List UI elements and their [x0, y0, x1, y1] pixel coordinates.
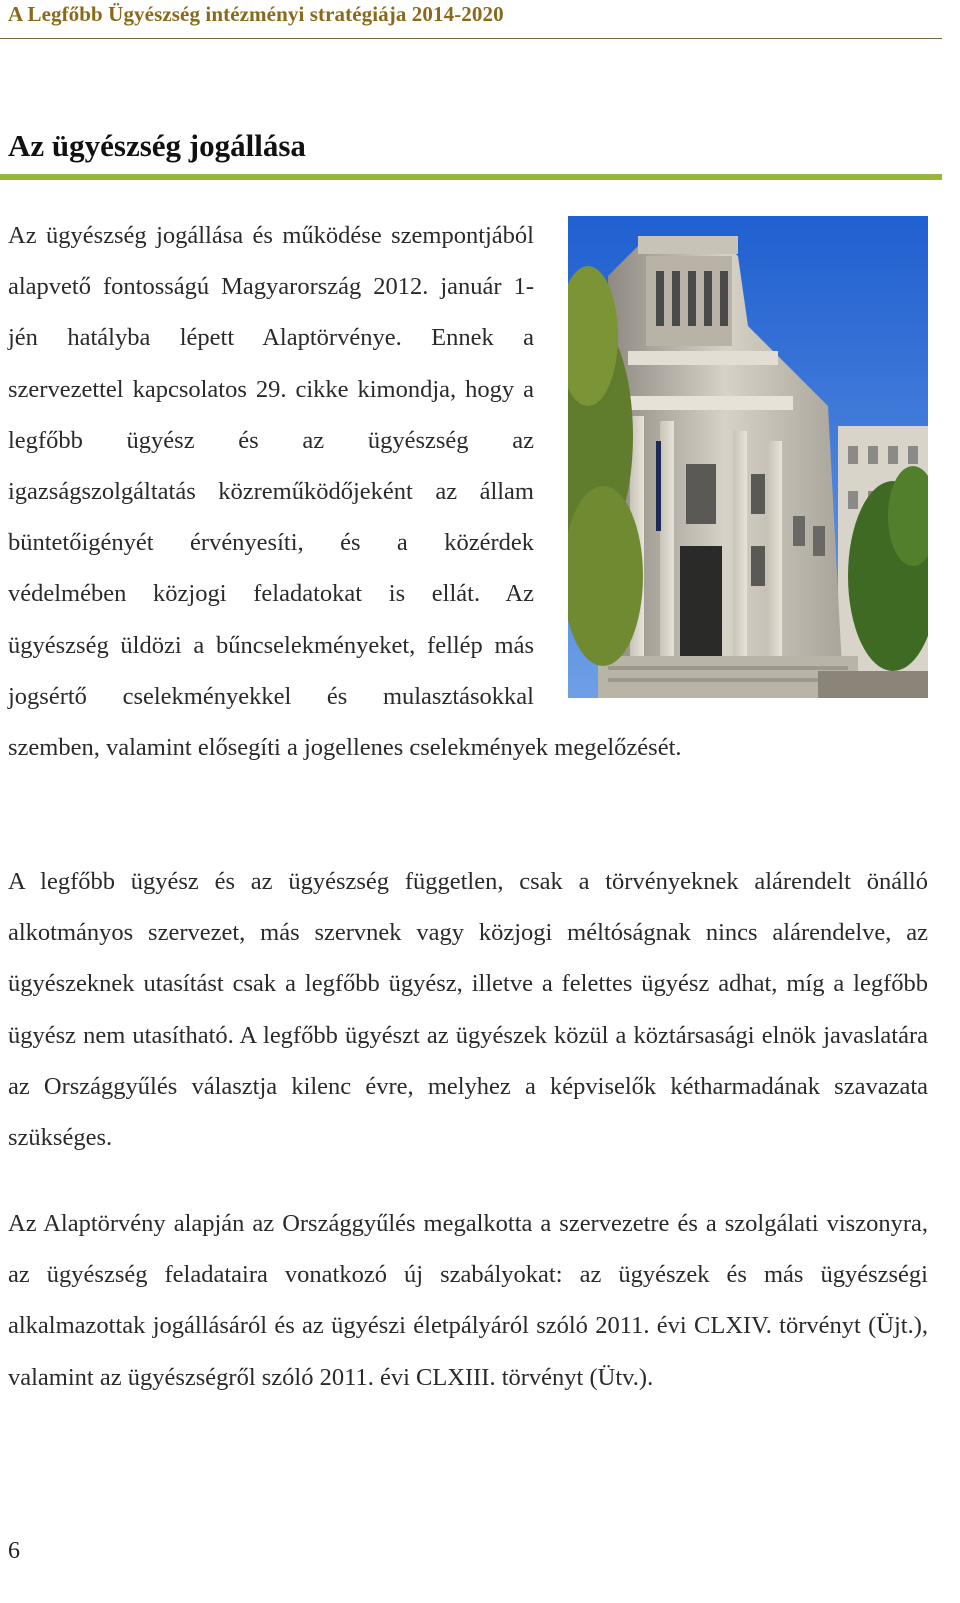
- building-photo: [568, 216, 928, 698]
- paragraph-independence: A legfőbb ügyész és az ügyészség független, csak a törvényeknek alárendelt önálló alkotmányos szervezet, más szervnek vagy közjogi méltóságnak nincs alárendelve, az ügyészeknek utasítást csak a legfőbb ügyész, illetve a felettes ügyész adhat, míg a legfőbb ügyész nem utasítható. A legfőbb ügyészt az ügyészek közül a köztársasági elnök javaslatára az Országgyűlés választja kilenc évre, melyhez a képviselők kétharmadának szavazata szükséges.: [8, 868, 928, 1152]
- title-rule: [0, 174, 942, 180]
- running-header: A Legfőbb Ügyészség intézményi stratégiája 2014-2020: [8, 2, 504, 26]
- paragraph-laws: Az Alaptörvény alapján az Országgyűlés megalkotta a szervezetre és a szolgálati viszonyra, az ügyészség feladataira vonatkozó új szabályokat: az ügyészek és más ügyészségi alkalmazottak jogállásáról és az ügyészi életpályáról szóló 2011. évi CLXIV. törvényt (Üjt.), valamint az ügyészségről szóló 2011. évi CLXIII. törvényt (Ütv.).: [8, 1210, 928, 1391]
- page-number: 6: [8, 1538, 20, 1564]
- paragraph-text: Az ügyészség jogállása és működése szempontjából alapvető fontosságú Magyarország 2012. január 1-jén hatályba lépett Alaptörvénye. Ennek a szervezettel kapcsolatos 29. cikke kimondja, hogy a legfőbb ügyész és az ügyészség az igazságszolgáltatás közreműködőjeként az állam büntetőigényét érvényesíti, és a közérdek védelmében közjogi feladatokat is ellát. Az ügyészség üldözi a bűncselekményeket, fellép más jogsértő cselekményekkel és mulasztásokkal szemben, valamint elősegíti a jogellenes cselekmények megelőzését.: [8, 222, 682, 762]
- header-rule: [0, 38, 942, 39]
- section-title: Az ügyészség jogállása: [8, 128, 306, 163]
- paragraph-intro: [8, 210, 928, 773]
- building-photo-wrapper: [556, 216, 928, 698]
